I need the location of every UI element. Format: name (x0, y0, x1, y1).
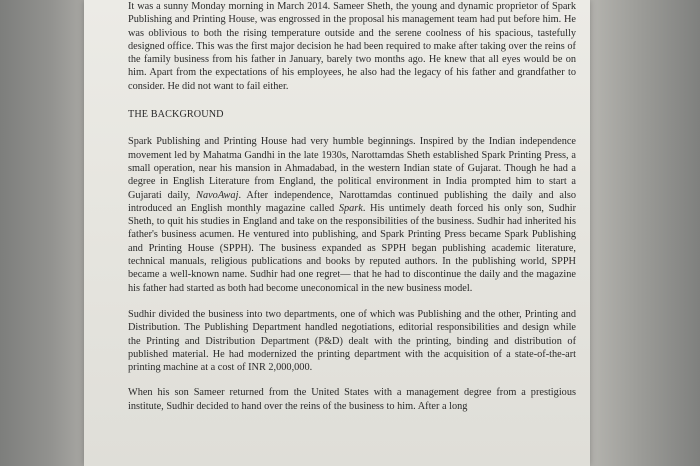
document-page (84, 0, 590, 466)
left-background (0, 0, 84, 466)
succession-paragraph: When his son Sameer returned from the United States with a management degree from a prestigious institute, Sudhir decided to hand over the reins of the business to him. After a long (128, 387, 576, 412)
background-text-part-1: Spark Publishing and Printing House had very humble beginnings. Inspired by the Indian independence movement led by Mahatma Gandhi in the late 1930s, Narottamdas Sheth established Spark Printing Press, a small operation, near his mansion in Ahmadabad, in the western Indian state of Gujarat. Though he had a degree in English Literature from England, the political environment in India prompted him to start a Gujarati daily, (128, 136, 576, 201)
magazine-name: Spark (338, 202, 363, 214)
intro-paragraph: It was a sunny Monday morning in March 2014. Sameer Sheth, the young and dynamic proprietor of Spark Publishing and Printing House, was engrossed in the proposal his management team had put before him. He was oblivious to both the rising temperature outside and the serene coolness of his spacious, tastefully designed office. This was the first major decision he had been required to make after taking over the reins of the family business from his father in January, barely two months ago. He knew that all eyes would be on him. Apart from the expectations of his employees, he also had the legacy of his father and grandfather to consider. He did not want to fail either. (128, 1, 576, 92)
departments-paragraph: Sudhir divided the business into two departments, one of which was Publishing and the other, Printing and Distribution. The Publishing Department handled negotiations, editorial responsibilities and design while the Printing and Distribution Department (P&D) dealt with the printing, binding and distribution of published material. He had modernized the printing department with the acquisition of a state-of-the-art printing machine at a cost of INR 2,000,000. (128, 308, 576, 374)
background-paragraph (128, 135, 576, 295)
background-text-part-3: . His untimely death forced his only son, Sudhir Sheth, to quit his studies in England and take on the responsibilities of the business. Sudhir had inherited his father's business acumen. He ventured into publishing, and Spark Printing Press became Spark Publishing and Printing House (SPPH). The business expanded as SPPH began publishing academic literature, technical manuals, religious publications and books by reputed authors. In the publishing world, SPPH became a well-known name. Sudhir had one regret— that he had to discontinue the daily and the magazine his father had started as both had become uneconomical in the new business model. (128, 202, 577, 294)
background-text-part-2: . After independence, Narottamdas continued publishing the daily and also introduced an English monthly magazine called (128, 189, 576, 214)
section-heading: THE BACKGROUND (128, 109, 224, 121)
right-background (590, 0, 700, 466)
document-body (128, 0, 576, 413)
daily-name: NavoAwaj (196, 189, 239, 201)
